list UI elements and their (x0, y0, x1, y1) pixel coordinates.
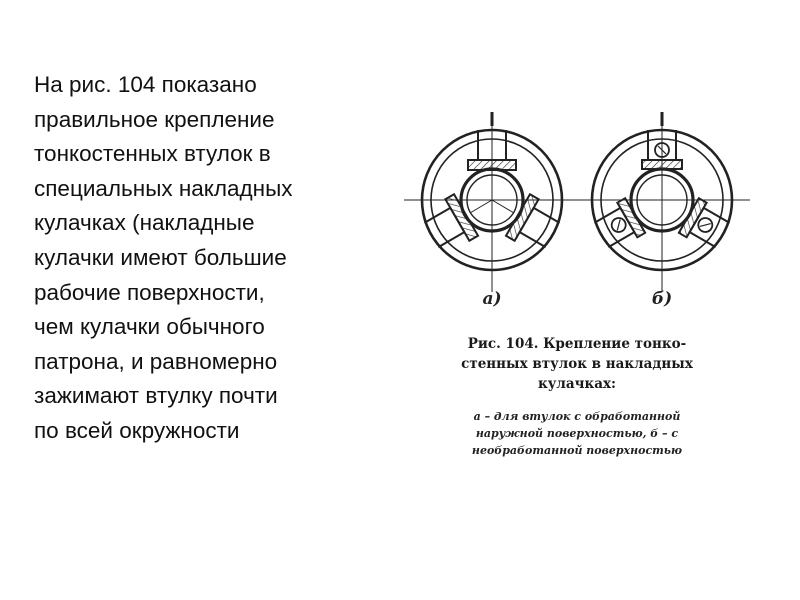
body-text-line: тонкостенных втулок в (34, 141, 271, 167)
body-text (34, 68, 406, 449)
body-text-line: зажимают втулку почти (34, 383, 278, 409)
radius-line (492, 200, 514, 213)
caption-title-line: кулачках: (537, 376, 617, 392)
body-text-line: рабочие поверхности, (34, 279, 265, 305)
caption-note-line: необработанной поверхностью (471, 444, 683, 457)
chuck-drawing-b (570, 112, 750, 292)
chuck-drawing-a (404, 112, 584, 292)
caption-title-line: Рис. 104. Крепление тонко- (467, 336, 687, 352)
caption-title-line: стенных втулок в накладных (461, 356, 693, 372)
body-text-line: правильное крепление (34, 106, 275, 132)
figure-caption-note (404, 408, 750, 459)
radius-line (470, 200, 492, 213)
chuck-drawings (404, 112, 750, 292)
body-text-line: по всей окружности (34, 417, 240, 443)
body-text-line: специальных накладных (34, 175, 293, 201)
caption-note-line: наружной поверхностью, б – с (475, 427, 679, 440)
caption-note-line: а – для втулок с обработанной (473, 410, 681, 423)
figure-caption-title (404, 334, 750, 394)
figure-104 (404, 112, 784, 482)
body-text-line: кулачках (накладные (34, 210, 255, 236)
jaw-right (506, 194, 565, 256)
body-text-line: чем кулачки обычного (34, 314, 265, 340)
figure-label-a: а) (482, 289, 502, 309)
body-text-line: кулачки имеют большие (34, 244, 287, 270)
jaw-left (419, 194, 478, 256)
body-text-line: На рис. 104 показано (34, 72, 257, 97)
figure-label-b: б) (651, 289, 673, 309)
body-text-line: патрона, и равномерно (34, 348, 278, 374)
